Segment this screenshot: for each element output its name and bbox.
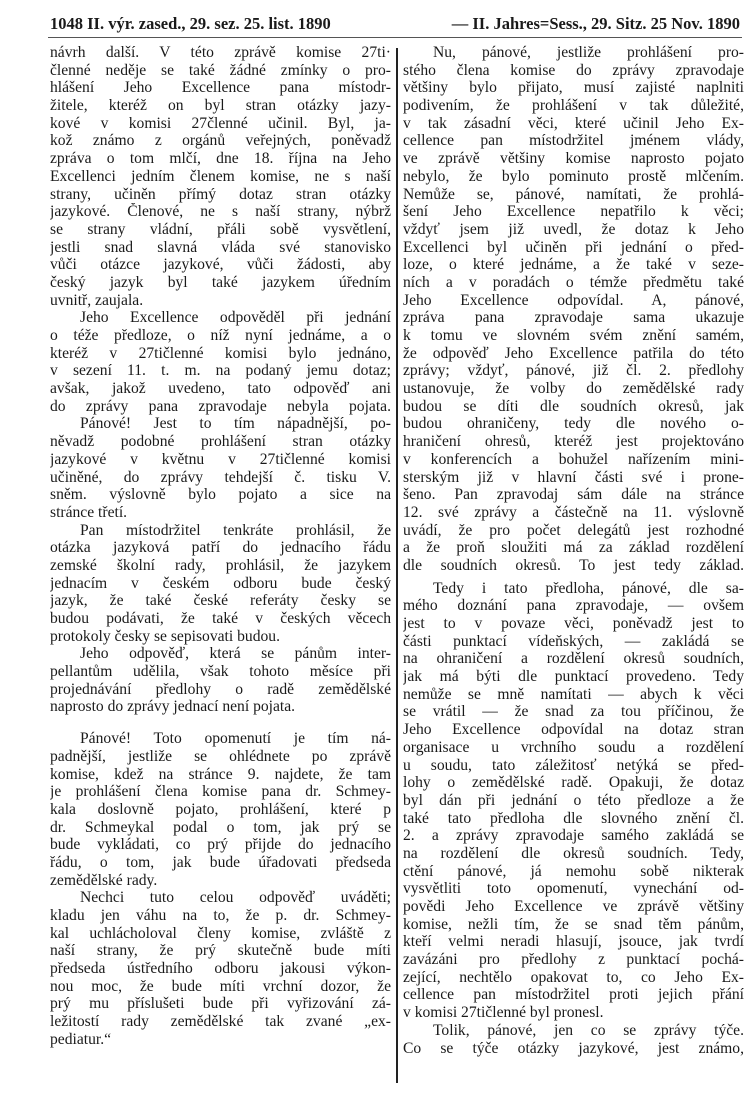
left-column xyxy=(50,44,391,1049)
text-line: kož známo z orgánů veřejných, poněvadž xyxy=(50,132,391,150)
text-line: také tato předloha dle slovného znění čl. xyxy=(403,809,744,827)
text-line: ctění pánové, já nemohu sobě nikterak xyxy=(403,862,744,880)
text-line: ních a v poradách o témže předmětu také xyxy=(403,273,744,291)
text-line: Jeho odpověď, která se pánům inter- xyxy=(80,645,391,663)
text-line: cellence pan místodržitel proti jejich přání xyxy=(403,986,744,1004)
text-line: Nemůže se, pánové, namítati, že prohlá- xyxy=(403,185,744,203)
text-line: ve zprávě většiny komise naprosto pojato xyxy=(403,150,744,168)
text-line: k tomu ve slovném svém znění samém, xyxy=(403,327,744,344)
text-line: stránce třetí. xyxy=(50,503,128,521)
text-line: dr. Schmeykal podal o tom, jak prý se xyxy=(50,818,391,836)
text-line: a že proň sloužiti má za základ rozdělení xyxy=(403,539,744,557)
column-divider xyxy=(396,48,398,1083)
text-line: zpráva o tom mlčí, dne 18. října na Jeho xyxy=(50,150,391,168)
text-line: organisace u vrchního soudu a rozdělení xyxy=(403,738,744,756)
text-line: většiny bylo přijato, musí zajisté naplniti xyxy=(403,79,744,97)
text-line: vůči otázce jazykové, vůči žádosti, aby xyxy=(50,256,391,274)
text-line: kal uchlácholoval členy komise, zvláště z xyxy=(50,924,391,942)
text-line: komise, nežli tím, že se snad těm pánům, xyxy=(403,915,744,933)
text-line: jest to v povaze věci, poněvadž jest to xyxy=(403,615,744,632)
text-line: se strany vládní, přáli sobě vysvětlení, xyxy=(50,220,391,238)
text-line: bude vykládati, co prý přijde do jednacího xyxy=(50,836,391,854)
text-line: uvádí, že pro počet delegátů jest rozhodné xyxy=(403,521,744,539)
text-line: sněm. výslovně bylo pojato a sice na xyxy=(50,486,391,504)
text-line: je prohlášení člena komise pana dr. Schmey- xyxy=(50,783,391,801)
text-line: do zprávy pana zpravodaje nebyla pojata. xyxy=(50,397,391,415)
text-line: zpráva pana zpravodaje sama ukazuje xyxy=(403,309,744,327)
text-line: stého člena komise do zprávy zpravodaje xyxy=(403,61,744,79)
text-line: že odpověď Jeho Excellence patřila do této xyxy=(403,344,744,362)
text-line: Tolik, pánové, jen co se zprávy týče. xyxy=(433,1021,744,1039)
text-line: zavázáni pro předlohy z punktací pochá- xyxy=(403,951,744,969)
text-line: avšak, jakož uvedeno, tato odpověď ani xyxy=(50,380,391,398)
text-line: jestli snad slavná vláda své stanovisko xyxy=(50,238,391,256)
header-rule xyxy=(48,37,742,38)
text-line: Nechci tuto celou odpověď uváděti; xyxy=(80,889,391,907)
text-line: strany, učiněn přímý dotaz stran otázky xyxy=(50,185,391,203)
text-line: Nu, pánové, jestliže prohlášení pro- xyxy=(433,44,744,61)
text-line: šeno. Pan zpravodaj sám dále na stránce xyxy=(403,486,744,504)
text-line: v konferencích a bohužel nařízením mini- xyxy=(403,450,744,468)
text-line: části punktací vídeňských, — zakládá se xyxy=(403,632,744,650)
text-line: otázka jazyková patří do jednacího řádu xyxy=(50,539,391,557)
text-line: prý mu příslušeti bude při vyřizování zá- xyxy=(50,995,391,1013)
text-line: u soudu, tato záležitosť netýká se před- xyxy=(403,756,744,774)
page-header-czech: 1048 II. výr. zased., 29. sez. 25. list. 1890 xyxy=(50,14,331,33)
text-line: dle soudních okresů. To jest tedy základ. xyxy=(403,556,744,574)
text-line: o téže předloze, o níž nyní jednáme, a o xyxy=(50,327,391,344)
text-line: žitele, kteréž on byl stran otázky jazy- xyxy=(50,97,391,115)
text-line: loze, o které jednáme, a že také v seze- xyxy=(403,256,744,274)
text-line: členné neděje se také žádné zmínky o pro- xyxy=(50,61,391,79)
text-line: budou ohraničeny, tedy dle nového o- xyxy=(403,415,744,433)
text-line: protokoly česky se sepisovati budou. xyxy=(50,627,280,645)
text-line: jazykové. Členové, ne s naší strany, nýbrž xyxy=(50,203,391,221)
page-header-german: — II. Jahres=Sess., 29. Sitz. 25 Nov. 1890 xyxy=(451,14,740,33)
text-line: ustanovuje, že volby do zemědělské rady xyxy=(403,380,744,398)
text-line: řádu, o tom, jak bude úřadovati předseda xyxy=(50,853,391,871)
text-line: návrh další. V této zprávě komise 27ti· xyxy=(50,44,391,61)
text-line: něvadž podobné prohlášení stran otázky xyxy=(50,433,391,451)
text-line: zemské školní rady, prohlásil, že jazykem xyxy=(50,556,391,574)
text-line: Jeho Excellence odpověděl při jednání xyxy=(80,309,391,327)
text-line: zprávy; vždyť, pánové, již čl. 2. předlohy xyxy=(403,362,744,380)
text-line: uvnitř, zaujala. xyxy=(50,291,144,309)
text-line: budou se díti dle soudních okresů, jak xyxy=(403,397,744,415)
right-column xyxy=(403,44,744,1057)
text-line: Excellenci byl učiněn při jednání o před- xyxy=(403,238,744,256)
text-line: jednacím v českém odboru bude český xyxy=(50,574,391,592)
text-line: kteréž v 27tičlenné komisi bylo jednáno, xyxy=(50,344,391,362)
text-line: nou moc, že bude míti vrchní dozor, že xyxy=(50,977,391,995)
text-line: Pan místodržitel tenkráte prohlásil, že xyxy=(80,521,391,539)
text-line: 2. a zprávy zpravodaje samého zakládá se xyxy=(403,827,744,845)
text-line: 12. své zprávy a částečně na 11. výslovně xyxy=(403,503,744,521)
text-line: cellence pan místodržitel jménem vlády, xyxy=(403,132,744,150)
text-line: lohy o zemědělské radě. Opakuji, že dotaz xyxy=(403,774,744,792)
text-line: v komisi 27tičlenné byl pronesl. xyxy=(403,1004,604,1022)
text-line: jak má býti dle punktací provedeno. Tedy xyxy=(403,668,744,686)
text-line: padnější, jestliže se ohlédnete po zprávě xyxy=(50,747,391,765)
text-line: naprosto do zprávy jednací není pojata. xyxy=(50,698,296,716)
text-line: Pánové! Jest to tím nápadnější, po- xyxy=(80,415,391,433)
text-line: Tedy i tato předloha, pánové, dle sa- xyxy=(433,579,744,597)
text-line: mého doznání pana zpravodaje, — ovšem xyxy=(403,597,744,615)
text-line: vždyť jsem již uvedl, že dotaz k Jeho xyxy=(403,220,744,238)
text-line: jazykové v květnu v 27tičlenné komisi xyxy=(50,450,391,468)
text-line: se vrátil — že snad za tou příčinou, že xyxy=(403,703,744,721)
text-line: nebylo, že bylo pominuto prostě mlčením. xyxy=(403,167,744,185)
text-line: Co se týče otázky jazykové, jest známo, xyxy=(403,1039,744,1057)
text-line: ležitostí rady zemědělské tak zvané „ex- xyxy=(50,1013,391,1031)
text-line: v sezení 11. t. m. na podaný jemu dotaz; xyxy=(50,362,391,380)
text-line: učiněné, do zprávy tehdejší č. tisku V. xyxy=(50,468,391,486)
text-line: projednávání předlohy o radě zemědělské xyxy=(50,680,391,698)
text-line: zející, nechtělo opakovat to, co Jeho Ex- xyxy=(403,968,744,986)
text-line: komise, kdež na stránce 9. najdete, že tam xyxy=(50,765,391,783)
text-line: zemědělské rady. xyxy=(50,871,158,889)
text-line: pellantům udělila, však tohoto měsíce při xyxy=(50,663,391,681)
text-line: předseda ústředního odboru jakousi výkon- xyxy=(50,960,391,978)
text-line: kladu jen váhu na to, že p. dr. Schmey- xyxy=(50,907,391,924)
text-line: kala doslovně pojato, prohlášení, které p xyxy=(50,800,391,818)
text-line: pediatur.“ xyxy=(50,1030,112,1048)
text-line: vysvětliti toto opomenutí, vynechání od- xyxy=(403,880,744,898)
text-line: jazyk, že také české referáty česky se xyxy=(50,592,391,610)
text-line: hlášení Jeho Excellence pana místodr- xyxy=(50,79,391,97)
text-line: šení Jeho Excellence nepatřilo k věci; xyxy=(403,203,744,221)
text-line: Pánové! Toto opomenutí je tím ná- xyxy=(80,730,391,748)
text-line: na ohraničení a rozdělení okresů soudních, xyxy=(403,650,744,668)
text-line: kové v komisi 27členné učinil. Byl, ja- xyxy=(50,114,391,132)
text-line: podivením, že prohlášení v tak důležité, xyxy=(403,97,744,115)
text-line: hraničení ohresů, kteréž jest projektováno xyxy=(403,433,744,451)
text-line: Jeho Excellence odpovídal. A, pánové, xyxy=(403,291,744,309)
text-line: na rozdělení dle okresů soudních. Tedy, xyxy=(403,844,744,862)
text-line: kteří velmi neradi hlasují, jsouce, jak tvrdí xyxy=(403,933,744,951)
text-line: nemůže se mně namítati — abych k věci xyxy=(403,685,744,703)
text-line: naší strany, že prý skutečně bude míti xyxy=(50,942,391,960)
text-line: povědi Jeho Excellence ve zprávě většiny xyxy=(403,898,744,915)
text-line: sterským již v hlavní části své i prone- xyxy=(403,468,744,486)
text-line: český jazyk byl také jazykem úředním xyxy=(50,273,391,291)
text-line: v tak zásadní věci, které učinil Jeho Ex- xyxy=(403,114,744,132)
text-line: Jeho Excellence odpovídal na dotaz stran xyxy=(403,721,744,739)
text-line: Excellenci jedním členem komise, ne s naší xyxy=(50,167,391,185)
text-line: budou podávati, že také v českých věcech xyxy=(50,610,391,627)
text-line: byl dán při jednání o této předloze a že xyxy=(403,791,744,809)
